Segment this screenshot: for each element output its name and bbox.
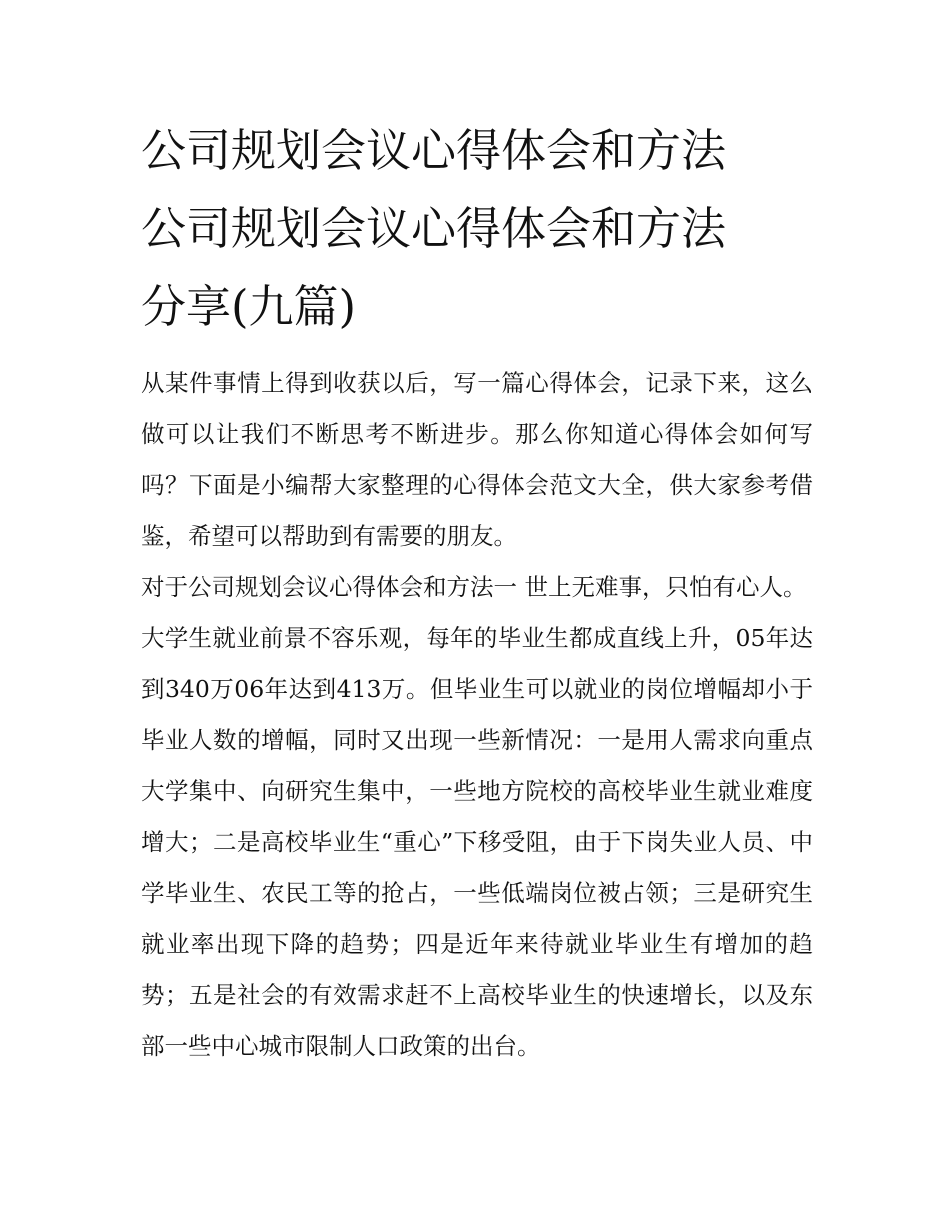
title-line-3: 分享(九篇) [141,280,357,333]
title-line-2: 公司规划会议心得体会和方法 [141,202,727,255]
intro-paragraph: 从某件事情上得到收获以后，写一篇心得体会，记录下来，这么做可以让我们不断思考不断进步。那么你知道心得体会如何写吗？下面是小编帮大家整理的心得体会范文大全，供大家参考借鉴，希望可以帮助到有需要的朋友。 [141,369,813,550]
title-line-1: 公司规划会议心得体会和方法 [141,124,727,177]
section-heading-paragraph: 对于公司规划会议心得体会和方法一 世上无难事，只怕有心人。 [141,573,807,601]
document-body [141,358,813,1072]
employment-paragraph: 大学生就业前景不容乐观，每年的毕业生都成直线上升，05年达到340万06年达到413万。但毕业生可以就业的岗位增幅却小于毕业人数的增幅，同时又出现一些新情况：一是用人需求向重点大学集中、向研究生集中，一些地方院校的高校毕业生就业难度增大；二是高校毕业生“重心”下移受阻，由于下岗失业人员、中学毕业生、农民工等的抢占，一些低端岗位被占领；三是研究生就业率出现下降的趋势；四是近年来待就业毕业生有增加的趋势；五是社会的有效需求赶不上高校毕业生的快速增长，以及东部一些中心城市限制人口政策的出台。 [141,624,813,1060]
document-page [141,112,813,1072]
document-title [141,112,813,346]
